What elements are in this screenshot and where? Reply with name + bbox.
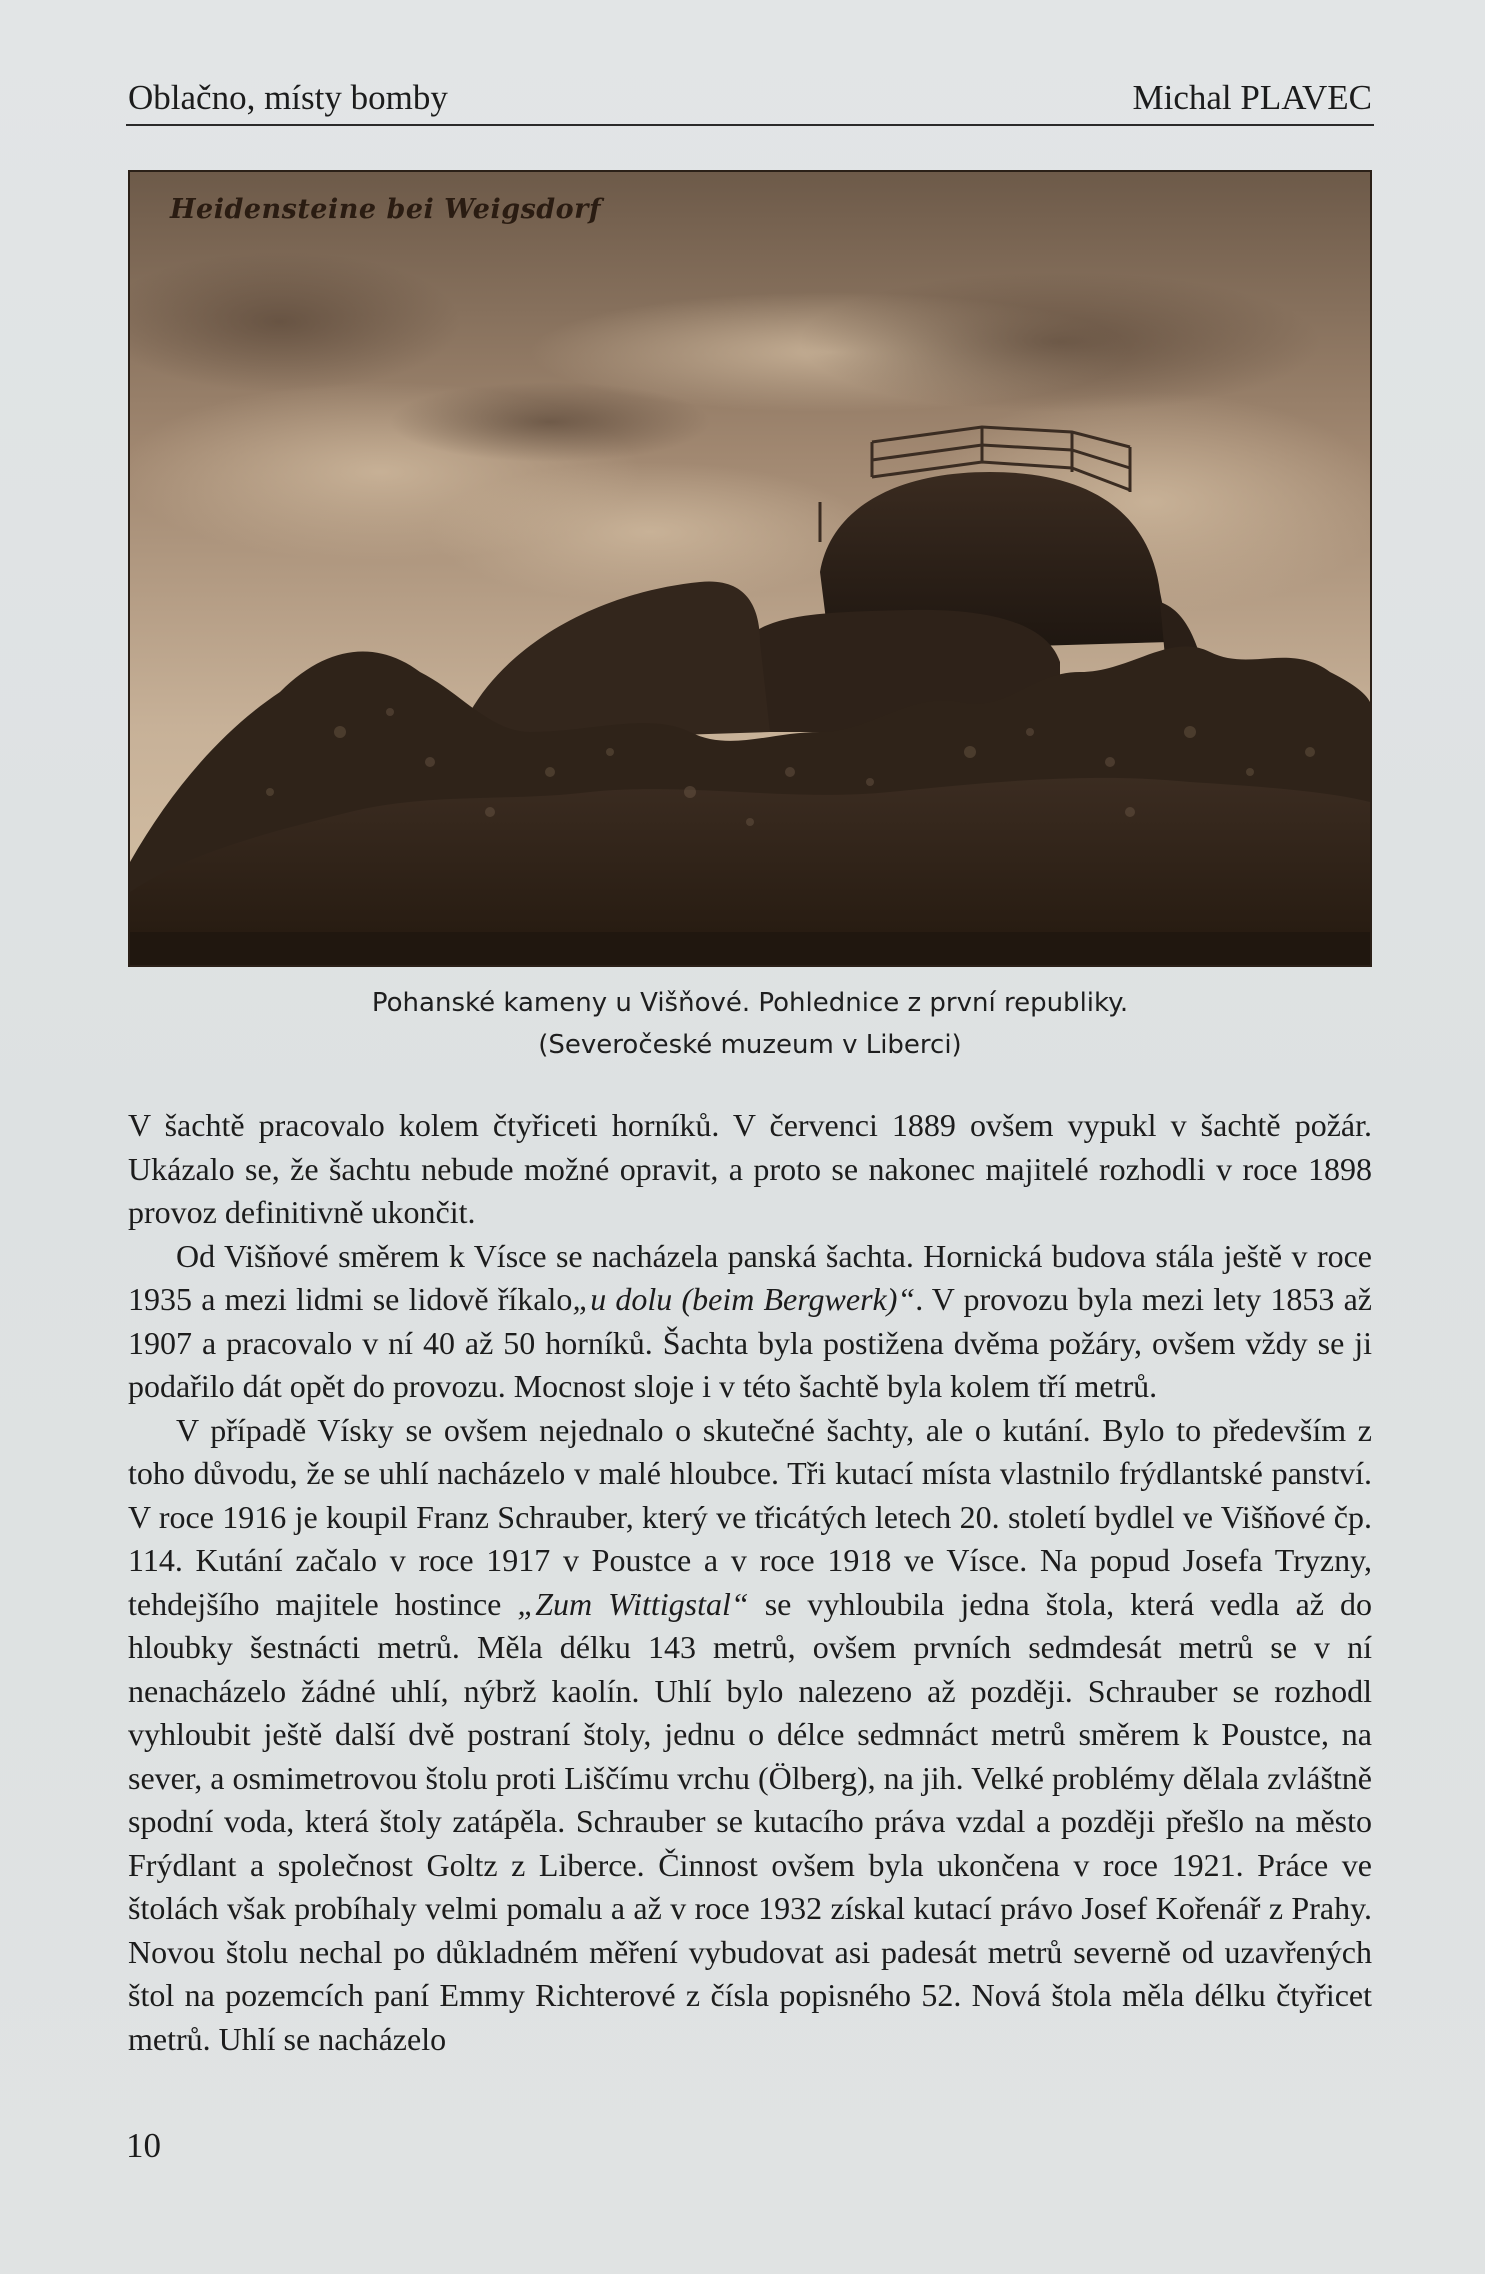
- paragraph-2-part-a: Od Višňové směrem k Vísce se nacházela panská šachta. Hornická budova stála ještě v roce 1935 a mezi lidmi se lidově říkalo: [128, 1237, 1372, 1317]
- running-header: [126, 72, 1374, 126]
- paragraph-2: [128, 1235, 1372, 1409]
- caption-line-2: (Severočeské muzeum v Liberci): [538, 1030, 962, 1060]
- postcard-photo: [128, 170, 1372, 967]
- caption-line-1: Pohanské kameny u Višňové. Pohlednice z první republiky.: [371, 988, 1129, 1018]
- rock-formation-illustration: [130, 172, 1370, 965]
- paragraph-3: [128, 1409, 1372, 2062]
- page-number: 10: [126, 2126, 161, 2165]
- figure-caption: [128, 982, 1372, 1066]
- paragraph-3-quote: „Zum Wittigstal“: [517, 1585, 749, 1622]
- paragraph-3-part-b: se vyhloubila jedna štola, která vedla až do hloubky šestnácti metrů. Měla délku 143 metrů, ovšem prvních sedmdesát metrů se v ní nenacházelo žádné uhlí, nýbrž kaolín. Uhlí bylo nalezeno až později. Schrauber se rozhodl vyhloubit ještě další dvě postraní štoly, jednu o délce sedmnáct metrů směrem k Poustce, na sever, a osmimetrovou štolu proti Liščímu vrchu (Ölberg), na jih. Velké problémy dělala zvláštně spodní voda, která štoly zatápěla. Schrauber se kutacího práva vzdal a později přešlo na město Frýdlant a společnost Goltz z Liberce. Činnost ovšem byla ukončena v roce 1921. Práce ve štolách však probíhaly velmi pomalu a až v roce 1932 získal kutací právo Josef Kořenář z Prahy. Novou štolu nechal po důkladném měření vybudovat asi padesát metrů severně od uzavřených štol na pozemcích paní Emmy Richterové z čísla popisného 52. Nová štola měla délku čtyřicet metrů. Uhlí se nacházelo: [128, 1585, 1373, 2057]
- body-text: [128, 1104, 1372, 2061]
- postcard-inscription: Heidensteine bei Weigsdorf: [170, 194, 602, 225]
- paragraph-1: V šachtě pracovalo kolem čtyřiceti horníků. V červenci 1889 ovšem vypukl v šachtě požár. Ukázalo se, že šachtu nebude možné opravit, a proto se nakonec majitelé rozhodli v roce 1898 provoz definitivně ukončit.: [128, 1107, 1372, 1230]
- paragraph-3-part-a: V případě Vísky se ovšem nejednalo o skutečné šachty, ale o kutání. Bylo to především z toho důvodu, že se uhlí nacházelo v malé hloubce. Tři kutací místa vlastnilo frýdlantské panství. V roce 1916 je koupil Franz Schrauber, který ve třicátých letech 20. století bydlel ve Višňové čp. 114. Kutání začalo v roce 1917 v Poustce a v roce 1918 ve Vísce. Na popud Josefa Tryzny, tehdejšího majitele hostince: [128, 1411, 1372, 1622]
- paragraph-2-part-b: . V provozu byla mezi lety 1853 až 1907 a pracovalo v ní 40 až 50 horníků. Šachta byla postižena dvěma požáry, ovšem vždy se ji podařilo dát opět do provozu. Mocnost sloje i v této šachtě byla kolem tří metrů.: [128, 1281, 1373, 1404]
- header-book-title: Oblačno, místy bomby: [128, 78, 448, 117]
- header-author: Michal PLAVEC: [1132, 78, 1372, 117]
- paragraph-2-quote: „u dolu (beim Bergwerk)“: [572, 1281, 916, 1317]
